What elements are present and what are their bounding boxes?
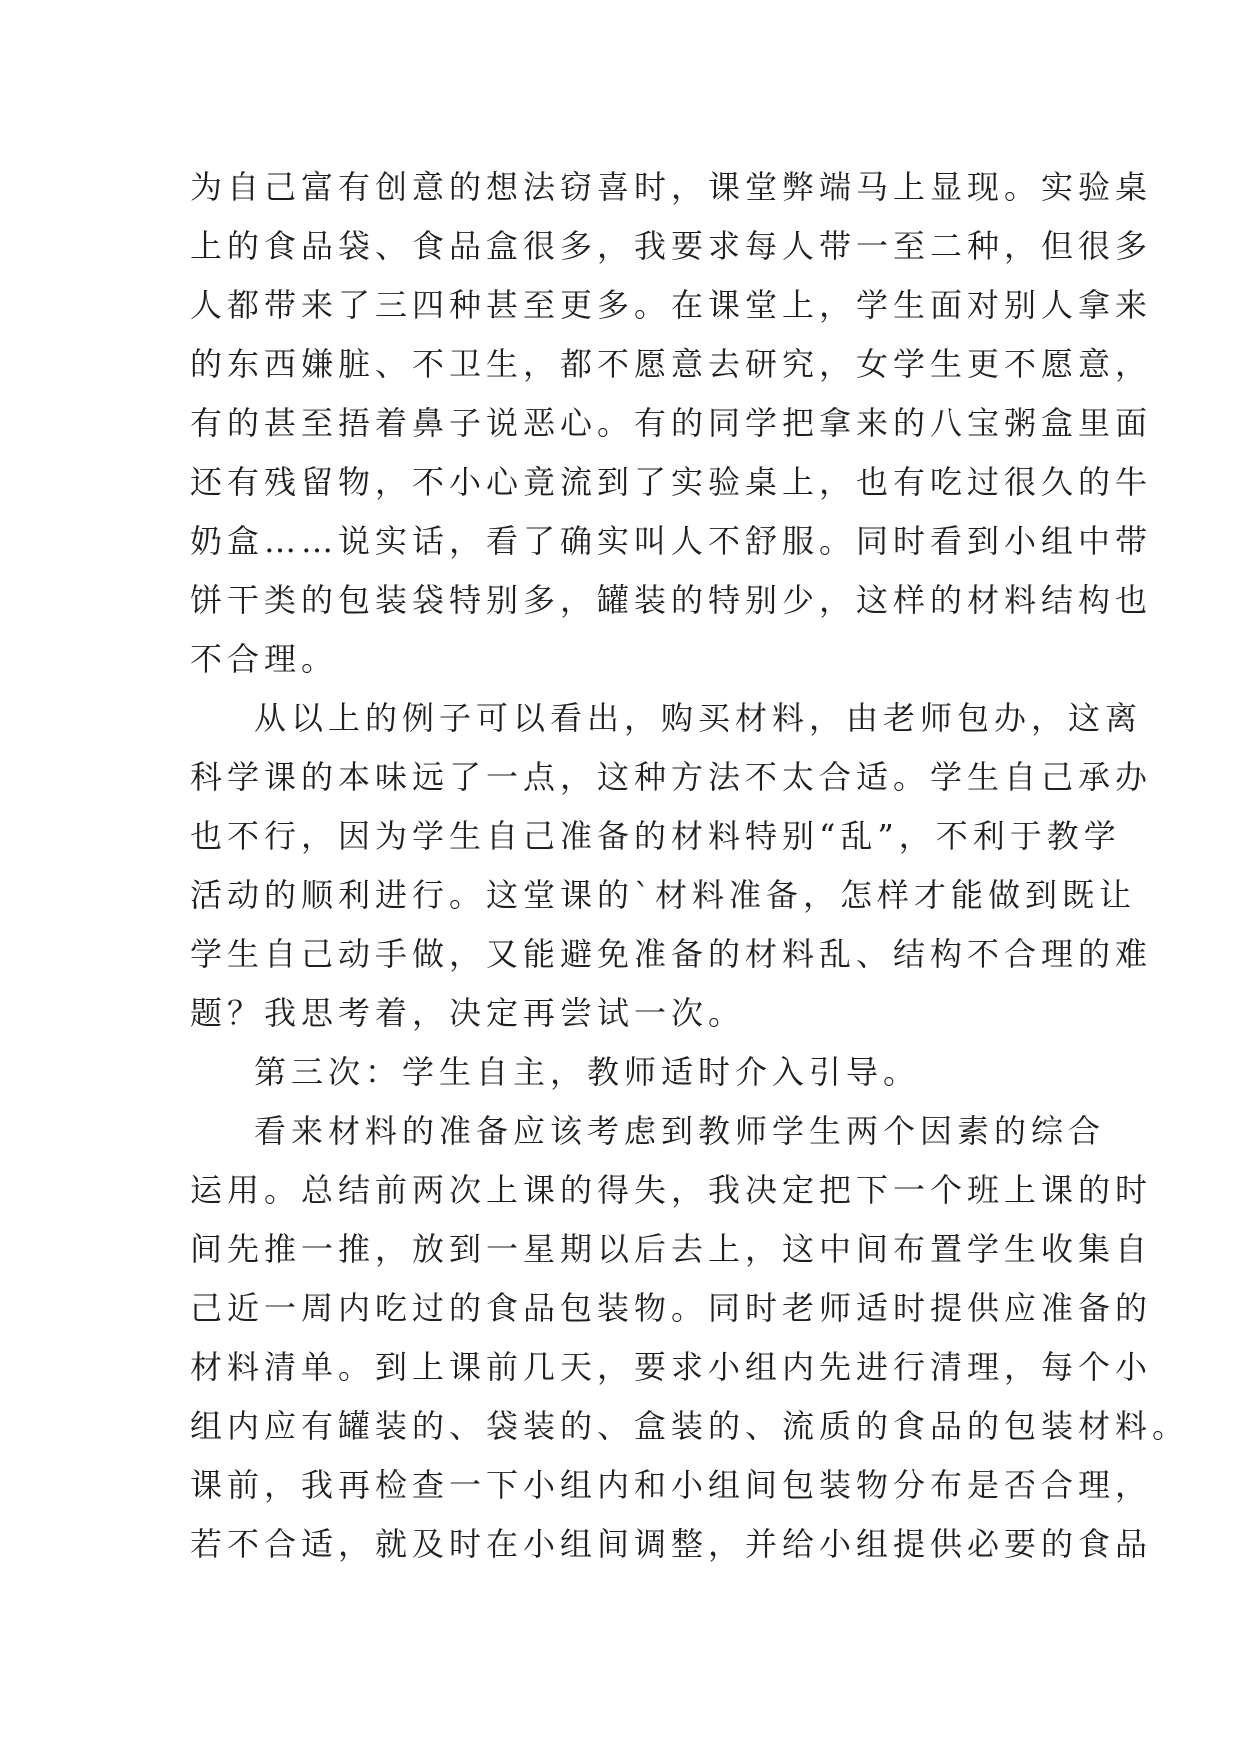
text-line: 从以上的例子可以看出，购买材料，由老师包办，这离 bbox=[254, 699, 1143, 737]
text-line: 第三次：学生自主，教师适时介入引导。 bbox=[254, 1053, 921, 1091]
text-line: 己近一周内吃过的食品包装物。同时老师适时提供应准备的 bbox=[190, 1289, 1153, 1327]
text-line: 上的食品袋、食品盒很多，我要求每人带一至二种，但很多 bbox=[190, 227, 1153, 265]
text-line: 不合理。 bbox=[190, 640, 339, 678]
text-line: 看来材料的准备应该考虑到教师学生两个因素的综合 bbox=[254, 1112, 1106, 1150]
text-line: 课前，我再检查一下小组内和小组间包装物分布是否合理， bbox=[190, 1466, 1153, 1504]
text-line: 活动的顺利进行。这堂课的`材料准备，怎样才能做到既让 bbox=[190, 876, 1137, 914]
text-line: 运用。总结前两次上课的得失，我决定把下一个班上课的时 bbox=[190, 1171, 1153, 1209]
text-line: 奶盒……说实话，看了确实叫人不舒服。同时看到小组中带 bbox=[190, 522, 1153, 560]
text-line: 材料清单。到上课前几天，要求小组内先进行清理，每个小 bbox=[190, 1348, 1153, 1386]
text-line: 人都带来了三四种甚至更多。在课堂上，学生面对别人拿来 bbox=[190, 286, 1153, 324]
text-line: 还有残留物，不小心竟流到了实验桌上，也有吃过很久的牛 bbox=[190, 463, 1153, 501]
text-line: 也不行，因为学生自己准备的材料特别“乱”，不利于教学 bbox=[190, 817, 1121, 855]
text-line: 若不合适，就及时在小组间调整，并给小组提供必要的食品 bbox=[190, 1525, 1153, 1563]
text-line: 学生自己动手做，又能避免准备的材料乱、结构不合理的难 bbox=[190, 935, 1153, 973]
body-text bbox=[190, 158, 1190, 1574]
text-line: 科学课的本味远了一点，这种方法不太合适。学生自己承办 bbox=[190, 758, 1153, 796]
text-line: 饼干类的包装袋特别多，罐装的特别少，这样的材料结构也 bbox=[190, 581, 1153, 619]
text-line: 题？我思考着，决定再尝试一次。 bbox=[190, 994, 746, 1032]
text-line: 组内应有罐装的、袋装的、盒装的、流质的食品的包装材料。 bbox=[190, 1407, 1190, 1445]
text-line: 有的甚至捂着鼻子说恶心。有的同学把拿来的八宝粥盒里面 bbox=[190, 404, 1153, 442]
text-line: 为自己富有创意的想法窃喜时，课堂弊端马上显现。实验桌 bbox=[190, 168, 1153, 206]
text-line: 的东西嫌脏、不卫生，都不愿意去研究，女学生更不愿意， bbox=[190, 345, 1153, 383]
text-line: 间先推一推，放到一星期以后去上，这中间布置学生收集自 bbox=[190, 1230, 1153, 1268]
